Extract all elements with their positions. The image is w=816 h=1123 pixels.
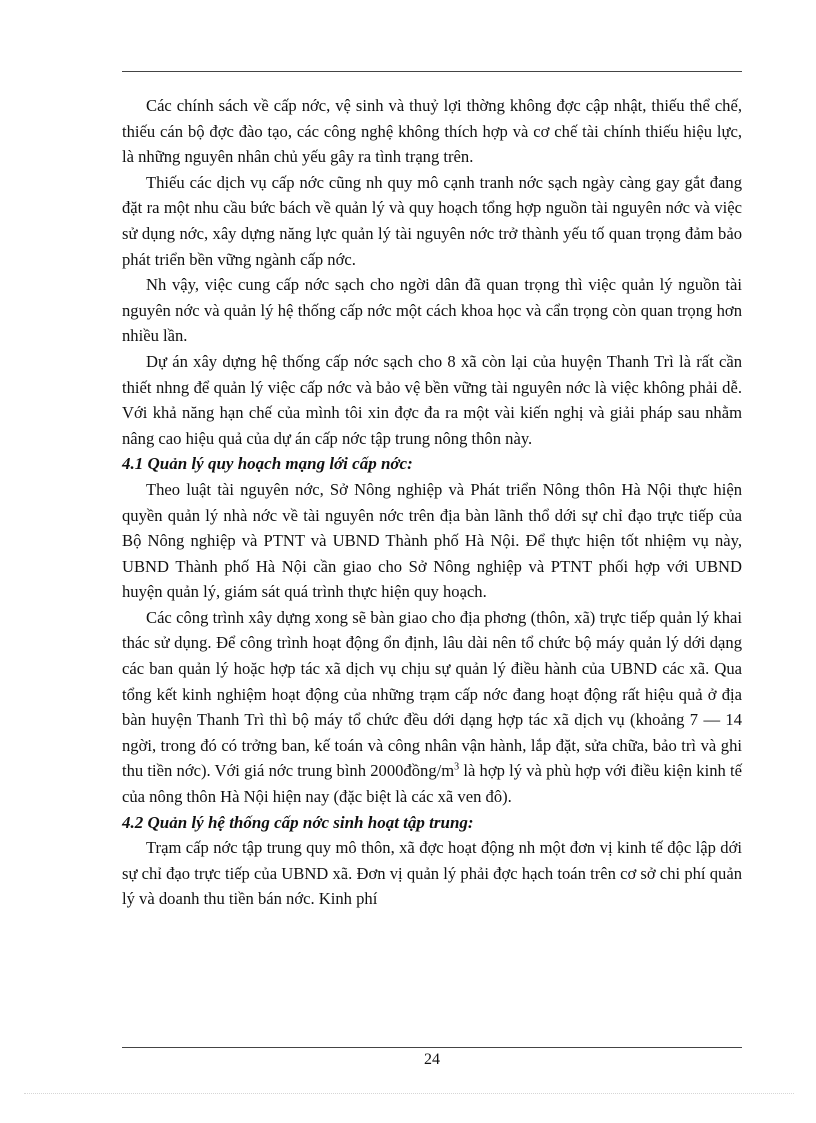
header-rule (122, 71, 742, 72)
superscript: 3 (454, 761, 460, 773)
paragraph: Thiếu các dịch vụ cấp nớc cũng nh quy mô cạnh tranh nớc sạch ngày càng gay gắt đang đặt ra một nhu cầu bức bách về quản lý và quy hoạch tổng hợp nguồn tài nguyên nớc và việc sử dụng nớc, xây dựng năng lực quản lý tài nguyên nớc trở thành yếu tố quan trọng đảm bảo phát triển bền vững ngành cấp nớc. (122, 172, 742, 269)
page-body (122, 93, 742, 912)
footer-rule (122, 1047, 742, 1048)
paragraph: Dự án xây dựng hệ thống cấp nớc sạch cho 8 xã còn lại của huyện Thanh Trì là rất cần thiết nhng để quản lý việc cấp nớc và bảo vệ bền vững tài nguyên nớc là việc không phải dễ. Với khả năng hạn chế của mình tôi xin đợc đa ra một vài kiến nghị và giải pháp sau nhằm nâng cao hiệu quả của dự án cấp nớc tập trung nông thôn này. (122, 351, 742, 448)
paragraph: Các chính sách về cấp nớc, vệ sinh và thuỷ lợi thờng không đợc cập nhật, thiếu thể chế, thiếu cán bộ đợc đào tạo, các công nghệ không thích hợp và cơ chế tài chính thiếu hiệu lực, là những nguyên nhân chủ yếu gây ra tình trạng trên. (122, 96, 742, 167)
page-number: 24 (424, 1051, 440, 1068)
paragraph: Theo luật tài nguyên nớc, Sở Nông nghiệp và Phát triển Nông thôn Hà Nội thực hiện quyền quản lý nhà nớc về tài nguyên nớc trên địa bàn lãnh thổ dới sự chỉ đạo trực tiếp của Bộ Nông nghiệp và PTNT và UBND Thành phố Hà Nội. Để thực hiện tốt nhiệm vụ này, UBND Thành phố Hà Nội cần giao cho Sở Nông nghiệp và PTNT phối hợp với UBND huyện quản lý, giám sát quá trình thực hiện quy hoạch. (122, 479, 742, 602)
paragraph: Trạm cấp nớc tập trung quy mô thôn, xã đợc hoạt động nh một đơn vị kinh tế độc lập dới sự chỉ đạo trực tiếp của UBND xã. Đơn vị quản lý phải đợc hạch toán trên cơ sở chi phí quản lý và doanh thu tiền bán nớc. Kinh phí (122, 838, 742, 909)
section-heading-4-1: 4.1 Quản lý quy hoạch mạng lới cấp nớc: (122, 454, 413, 474)
paragraph-with-superscript (122, 605, 742, 810)
section-heading-4-2: 4.2 Quản lý hệ thống cấp nớc sinh hoạt tập trung: (122, 812, 474, 832)
page-edge-divider (24, 1093, 794, 1094)
paragraph: Nh vậy, việc cung cấp nớc sạch cho ngời dân đã quan trọng thì việc quản lý nguồn tài nguyên nớc và quản lý hệ thống cấp nớc một cách khoa học và cẩn trọng còn quan trọng hơn nhiều lần. (122, 275, 742, 346)
paragraph-text-tail: là hợp lý và phù hợp với điều kiện kinh tế của nông thôn Hà Nội hiện nay (đặc biệt là các xã ven đô). (122, 761, 742, 807)
paragraph-text: Các công trình xây dựng xong sẽ bàn giao cho địa phơng (thôn, xã) trực tiếp quản lý khai thác sử dụng. Để công trình hoạt động ổn định, lâu dài nên tổ chức bộ máy quản lý dới dạng các ban quản lý hoặc hợp tác xã dịch vụ chịu sự quản lý điều hành của UBND các xã. Qua tổng kết kinh nghiệm hoạt động của những trạm cấp nớc đang hoạt động rất hiệu quả ở địa bàn huyện Thanh Trì thì bộ máy tổ chức đều dới dạng hợp tác xã dịch vụ (khoảng 7 — 14 ngời, trong đó có trởng ban, kế toán và công nhân vận hành, lắp đặt, sửa chữa, bảo trì và ghi thu tiền nớc). Với giá nớc trung bình 2000đồng/m (122, 607, 742, 781)
